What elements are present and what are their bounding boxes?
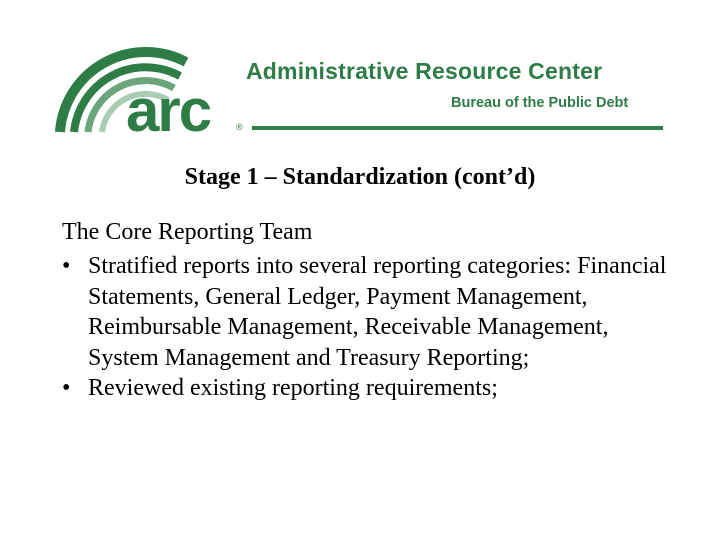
arc-logo bbox=[52, 46, 252, 136]
bullet-text: Reviewed existing reporting requirements; bbox=[88, 375, 498, 401]
header-divider bbox=[252, 126, 663, 130]
bullet-marker: • bbox=[62, 375, 71, 401]
bullet-marker: • bbox=[62, 253, 71, 279]
intro-text: The Core Reporting Team bbox=[62, 219, 313, 245]
organization-subtitle: Bureau of the Public Debt bbox=[451, 95, 629, 111]
bullet-list bbox=[62, 251, 682, 404]
organization-name: Administrative Resource Center bbox=[246, 58, 603, 84]
arc-logo-icon bbox=[52, 46, 252, 136]
bullet-item bbox=[62, 251, 682, 373]
svg-text:arc: arc bbox=[126, 77, 211, 136]
slide-title: Stage 1 – Standardization (cont’d) bbox=[184, 164, 536, 190]
svg-text:®: ® bbox=[236, 122, 243, 132]
bullet-text: Stratified reports into several reporting categories: Financial Statements, General Ledger, Payment Management, Reimbursable Management, Receivable Management, System Management and Treasury Reporting; bbox=[88, 253, 667, 371]
bullet-item bbox=[62, 373, 682, 404]
